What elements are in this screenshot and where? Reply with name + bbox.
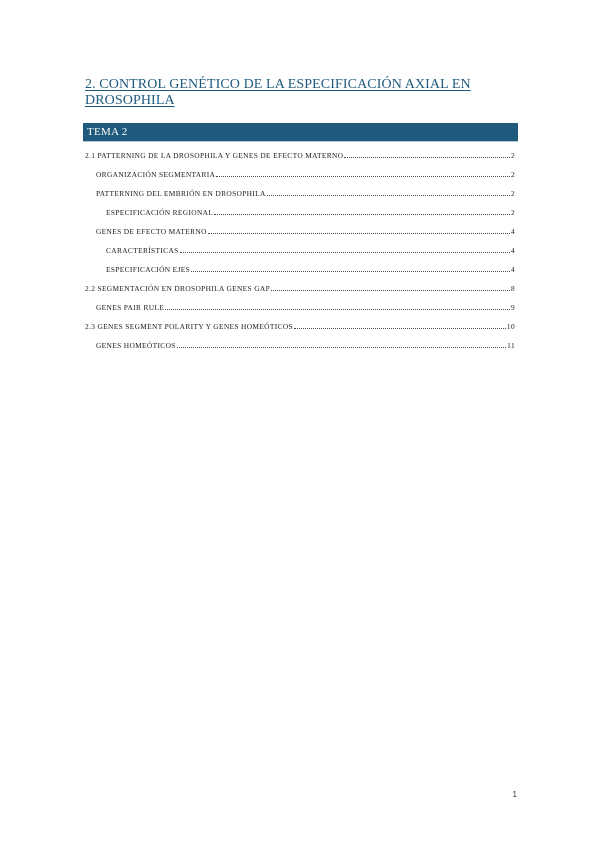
toc-dot-leader [214, 213, 510, 215]
toc-entry-genes-homeoticos[interactable] [96, 341, 515, 350]
toc-dot-leader [267, 194, 510, 196]
toc-page-number: 4 [510, 246, 515, 255]
toc-dot-leader [177, 346, 506, 348]
toc-page-number: 2 [510, 189, 515, 198]
toc-entry-label: ESPECIFICACIÓN EJES [106, 265, 191, 274]
toc-dot-leader [180, 251, 510, 253]
toc-page-number: 8 [510, 284, 515, 293]
toc-entry-patterning-embrion[interactable] [96, 189, 515, 198]
toc-entry-label: ESPECIFICACIÓN REGIONAL [106, 208, 214, 217]
toc-dot-leader [344, 156, 510, 158]
toc-entry-genes-pair-rule[interactable] [96, 303, 515, 312]
toc-dot-leader [271, 289, 510, 291]
toc-dot-leader [208, 232, 510, 234]
toc-entry-2-1[interactable] [85, 151, 515, 160]
toc-page-number: 11 [507, 341, 515, 350]
toc-page-number: 2 [510, 208, 515, 217]
toc-entry-label: 2.2 SEGMENTACIÓN EN DROSOPHILA GENES GAP [85, 284, 271, 293]
toc-page-number: 4 [510, 227, 515, 236]
toc-page-number: 2 [510, 151, 515, 160]
document-title[interactable]: 2. CONTROL GENÉTICO DE LA ESPECIFICACIÓN AXIAL EN DROSOPHILA [85, 77, 471, 108]
toc-dot-leader [191, 270, 510, 272]
toc-entry-label: ORGANIZACIÓN SEGMENTARIA [96, 170, 216, 179]
toc-entry-especificacion-ejes[interactable] [106, 265, 515, 274]
toc-dot-leader [294, 327, 506, 329]
section-header-label: TEMA 2 [87, 126, 128, 138]
toc-entry-2-3[interactable] [85, 322, 515, 331]
toc-entry-2-2[interactable] [85, 284, 515, 293]
toc-entry-label: 2.1 PATTERNING DE LA DROSOPHILA Y GENES DE EFECTO MATERNO [85, 151, 344, 160]
toc-dot-leader [216, 175, 510, 177]
toc-entry-label: 2.3 GENES SEGMENT POLARITY Y GENES HOMEÓTICOS [85, 322, 293, 331]
toc-dot-leader [165, 308, 510, 310]
toc-page-number: 4 [510, 265, 515, 274]
toc-page-number: 9 [510, 303, 515, 312]
toc-entry-label: PATTERNING DEL EMBRIÓN EN DROSOPHILA [96, 189, 266, 198]
toc-entry-label: GENES HOMEÓTICOS [96, 341, 176, 350]
section-header-bar [83, 123, 518, 142]
toc-page-number: 10 [506, 322, 515, 331]
toc-entry-organizacion-segmentaria[interactable] [96, 170, 515, 179]
toc-entry-especificacion-regional[interactable] [106, 208, 515, 217]
toc-entry-label: CARACTERÍSTICAS [106, 246, 179, 255]
toc-entry-label: GENES PAIR RULE [96, 303, 165, 312]
toc-entry-label: GENES DE EFECTO MATERNO [96, 227, 207, 236]
toc-entry-genes-efecto-materno[interactable] [96, 227, 515, 236]
toc-page-number: 2 [510, 170, 515, 179]
page-number: 1 [512, 790, 517, 799]
toc-entry-caracteristicas[interactable] [106, 246, 515, 255]
